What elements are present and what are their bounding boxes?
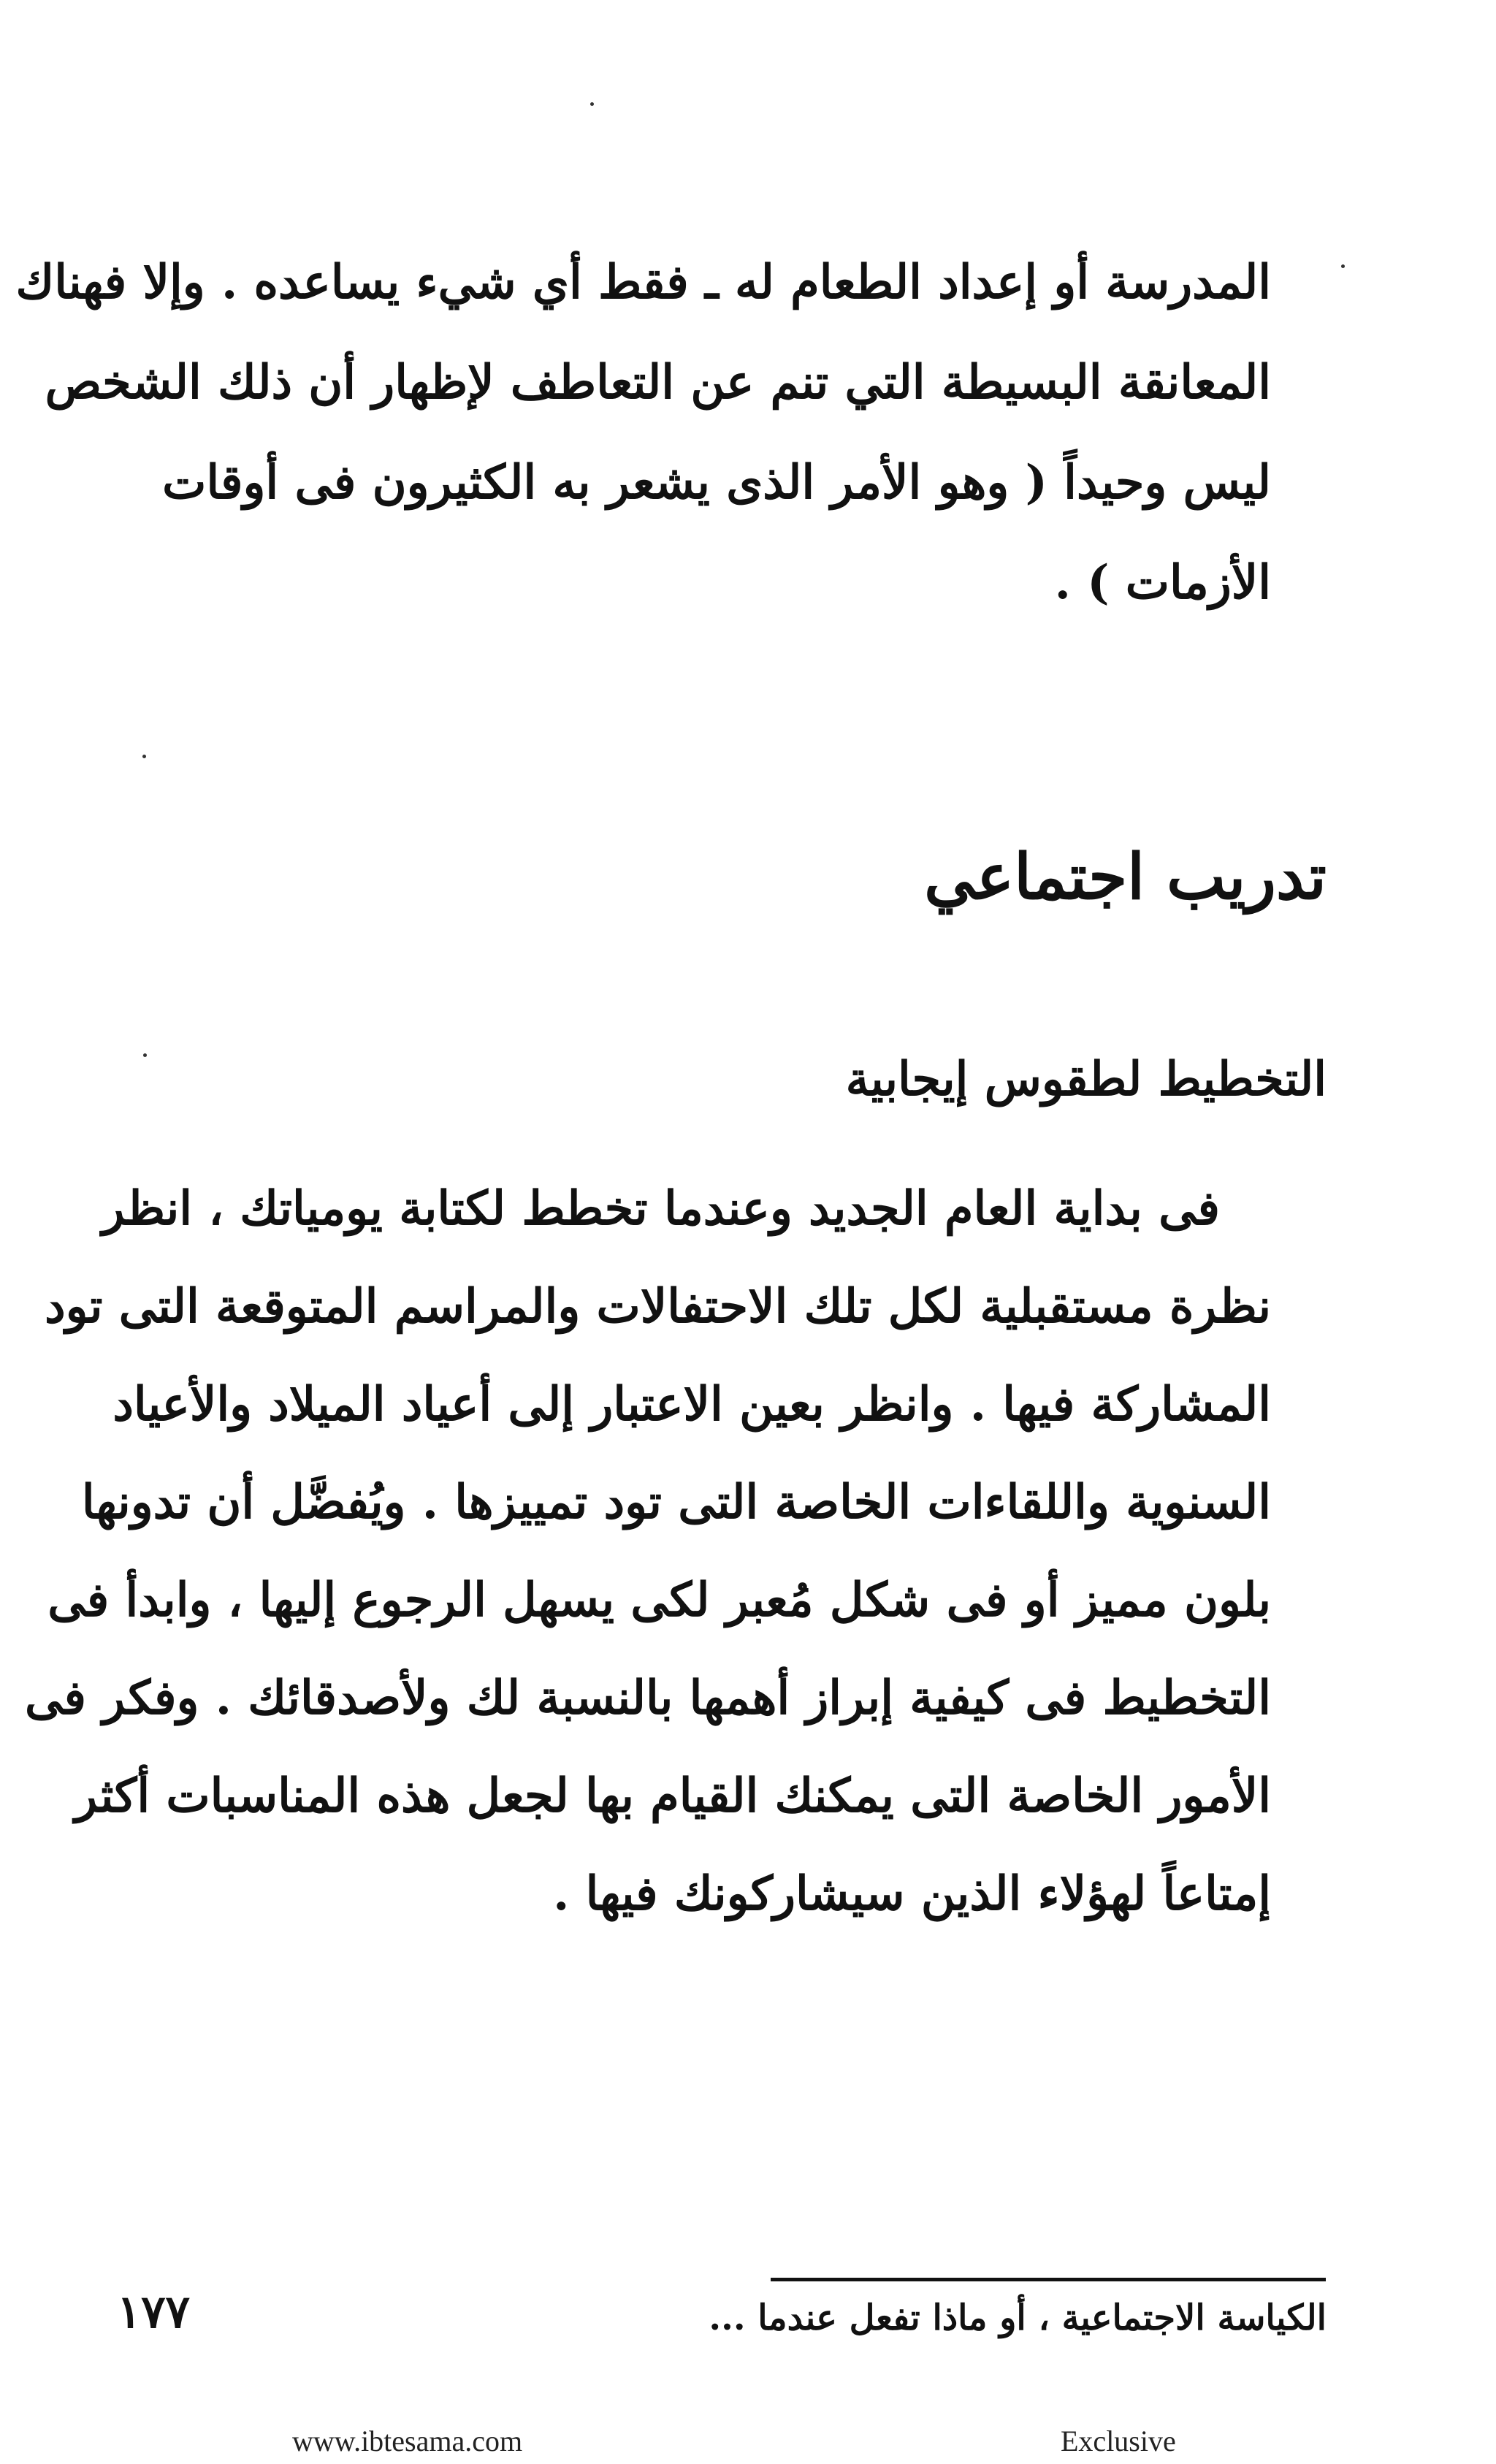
section-subheading: التخطيط لطقوس إيجابية xyxy=(845,1052,1327,1107)
source-tag: Exclusive xyxy=(1061,2425,1176,2457)
text-line: بلون مميز أو فى شكل مُعبر لكى يسهل الرجوع إليها ، وابدأ فى xyxy=(47,1573,1271,1628)
intro-paragraph xyxy=(15,232,1271,633)
text-line: نظرة مستقبلية لكل تلك الاحتفالات والمراسم المتوقعة التى تود xyxy=(45,1279,1271,1334)
text-line: المعانقة البسيطة التي تنم عن التعاطف لإظهار أن ذلك الشخص xyxy=(45,355,1271,410)
text-line: المدرسة أو إعداد الطعام له ـ فقط أي شيء يساعده . وإلا فهناك xyxy=(15,255,1271,310)
scan-speck xyxy=(590,102,594,106)
text-line: ليس وحيداً ( وهو الأمر الذى يشعر به الكثيرون فى أوقات xyxy=(162,455,1271,510)
text-line: الأمور الخاصة التى يمكنك القيام بها لجعل هذه المناسبات أكثر xyxy=(75,1769,1271,1823)
footer-divider xyxy=(771,2278,1326,2281)
text-line: السنوية واللقاءات الخاصة التى تود تمييزها . ويُفضَّل أن تدونها xyxy=(81,1475,1271,1530)
text-line: فى بداية العام الجديد وعندما تخطط لكتابة يومياتك ، انظر xyxy=(102,1181,1220,1236)
text-line: إمتاعاً لهؤلاء الذين سيشاركونك فيها . xyxy=(553,1866,1271,1921)
scan-speck xyxy=(143,1053,147,1057)
scan-speck xyxy=(1341,264,1345,268)
section-heading: تدريب اجتماعي xyxy=(924,840,1327,914)
source-url: www.ibtesama.com xyxy=(292,2425,523,2457)
scan-speck xyxy=(142,755,146,758)
text-line: التخطيط فى كيفية إبراز أهمها بالنسبة لك ولأصدقائك . وفكر فى xyxy=(25,1671,1271,1725)
text-line: المشاركة فيها . وانظر بعين الاعتبار إلى أعياد الميلاد والأعياد xyxy=(112,1377,1271,1432)
page-number: ١٧٧ xyxy=(117,2285,190,2338)
text-line: الأزمات ) . xyxy=(1054,555,1271,610)
body-paragraph xyxy=(25,1160,1271,1943)
running-title: الكياسة الاجتماعية ، أو ماذا تفعل عندما ... xyxy=(709,2297,1327,2338)
